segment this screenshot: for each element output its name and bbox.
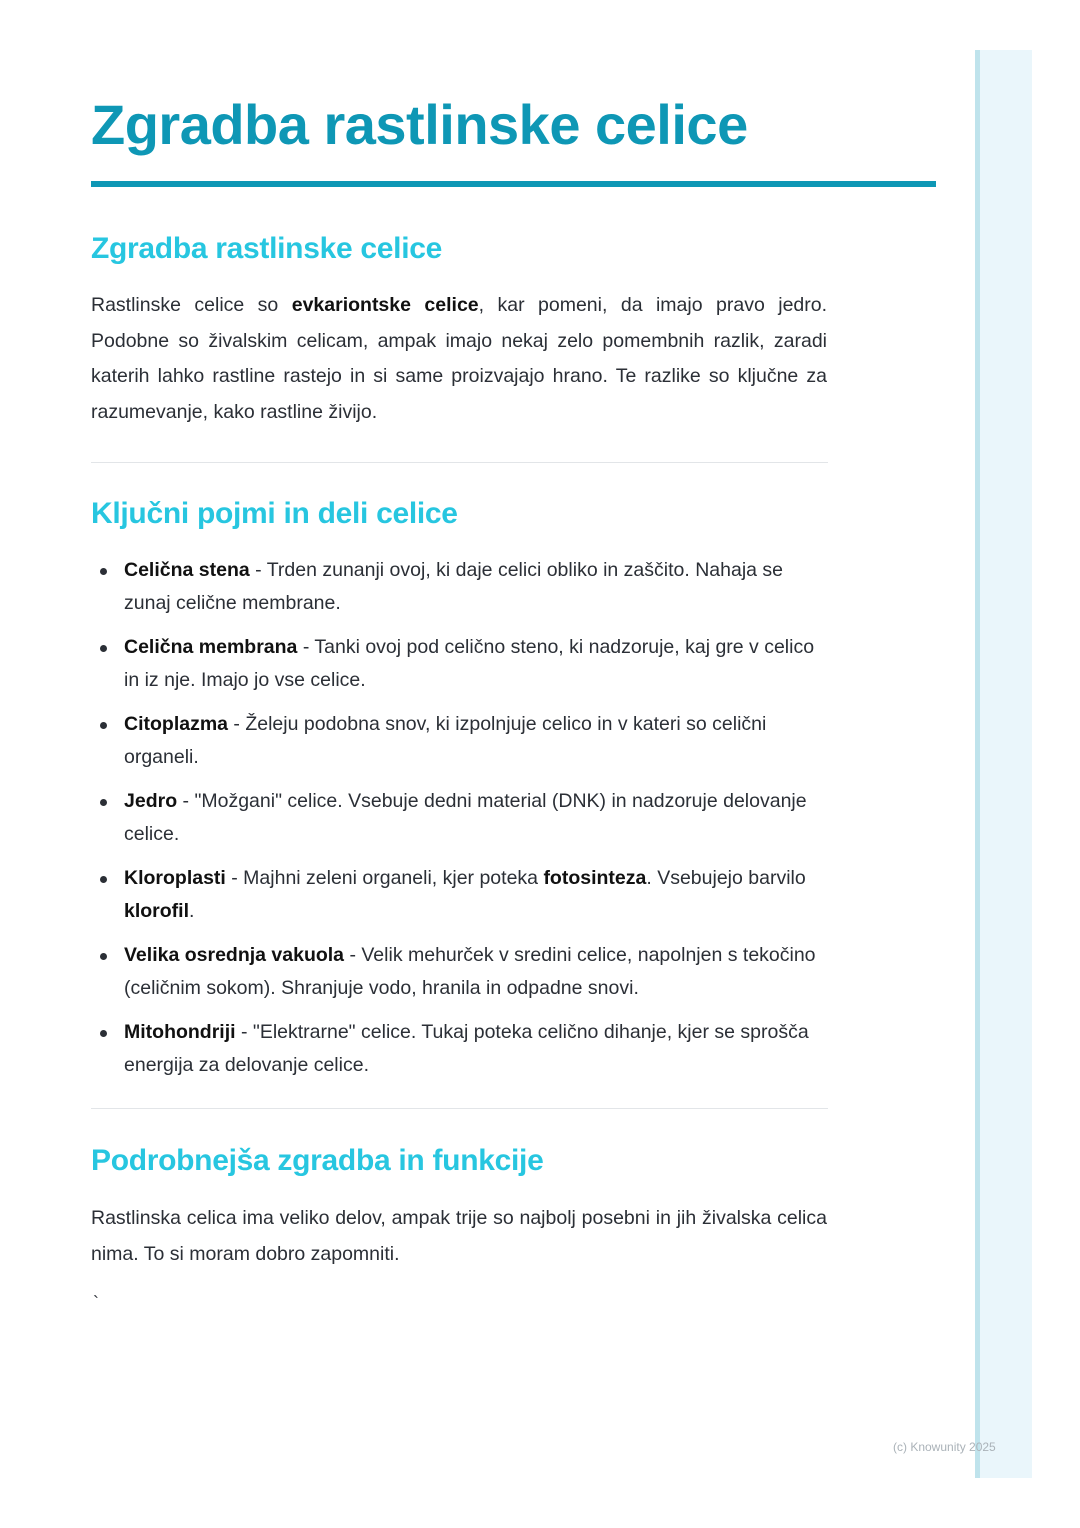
term-description: - Majhni zeleni organeli, kjer poteka bbox=[225, 867, 544, 889]
side-decoration-bar bbox=[975, 50, 1032, 1478]
intro-bold-term: evkariontske celice bbox=[291, 294, 479, 316]
term-label: Velika osrednja vakuola bbox=[124, 944, 345, 966]
intro-text-end: , kar pomeni, da imajo pravo jedro. Podobne so živalskim celicam, ampak imajo nekaj zelo pomembnih razlik, zaradi katerih lahko rastline rastejo in si same proizvajajo hrano. Te razlike so ključne za razumevanje, kako rastline živijo. bbox=[91, 294, 828, 423]
term-label: Mitohondriji bbox=[124, 1021, 236, 1043]
list-item-chloroplasts bbox=[91, 862, 831, 928]
term-label: Celična stena bbox=[124, 559, 250, 581]
stray-backtick: ` bbox=[93, 1293, 99, 1313]
copyright-notice: (c) Knowunity 2025 bbox=[893, 1440, 996, 1454]
term-label: Jedro bbox=[124, 790, 178, 812]
section-heading-detailed-structure: Podrobnejša zgradba in funkcije bbox=[91, 1144, 544, 1177]
term-description: - Tanki ovoj pod celično steno, ki nadzoruje, kaj gre v celico in iz nje. Imajo jo vse celice. bbox=[124, 636, 815, 691]
term-label: Celična membrana bbox=[124, 636, 298, 658]
term-label: Citoplazma bbox=[124, 713, 229, 735]
list-item-cell-membrane bbox=[91, 631, 831, 697]
list-item-cell-wall bbox=[91, 554, 831, 620]
term-bold-photosynthesis: fotosinteza bbox=[543, 867, 647, 889]
term-description: - "Možgani" celice. Vsebuje dedni material (DNK) in nadzoruje delovanje celice. bbox=[124, 790, 807, 845]
key-terms-list bbox=[91, 554, 831, 1093]
term-description: . bbox=[189, 900, 195, 922]
intro-paragraph bbox=[91, 288, 827, 430]
section-divider-1 bbox=[91, 462, 828, 463]
term-label: Kloroplasti bbox=[124, 867, 226, 889]
page-title: Zgradba rastlinske celice bbox=[91, 93, 748, 156]
term-description: - Trden zunanji ovoj, ki daje celici obliko in zaščito. Nahaja se zunaj celične membrane. bbox=[124, 559, 784, 614]
section-heading-structure: Zgradba rastlinske celice bbox=[91, 232, 443, 265]
list-item-cytoplasm bbox=[91, 708, 831, 774]
intro-text-start: Rastlinske celice so bbox=[91, 294, 292, 316]
term-description: - Želeju podobna snov, ki izpolnjuje celico in v kateri so celični organeli. bbox=[124, 713, 767, 768]
detail-paragraph: Rastlinska celica ima veliko delov, ampak trije so najbolj posebni in jih živalska celica nima. To si moram dobro zapomniti. bbox=[91, 1207, 827, 1265]
list-item-nucleus bbox=[91, 785, 831, 851]
list-item-mitochondria bbox=[91, 1016, 831, 1082]
term-description: - Velik mehurček v sredini celice, napolnjen s tekočino (celičnim sokom). Shranjuje vodo, hranila in odpadne snovi. bbox=[124, 944, 816, 999]
term-description: . Vsebujejo barvilo bbox=[646, 867, 806, 889]
term-description: - "Elektrarne" celice. Tukaj poteka celično dihanje, kjer se sprošča energija za delovanje celice. bbox=[124, 1021, 809, 1076]
section-heading-key-terms: Ključni pojmi in deli celice bbox=[91, 497, 458, 530]
term-bold-chlorophyll: klorofil bbox=[124, 900, 190, 922]
section-divider-2 bbox=[91, 1108, 828, 1109]
title-underline bbox=[91, 181, 936, 187]
list-item-vacuole bbox=[91, 939, 831, 1005]
